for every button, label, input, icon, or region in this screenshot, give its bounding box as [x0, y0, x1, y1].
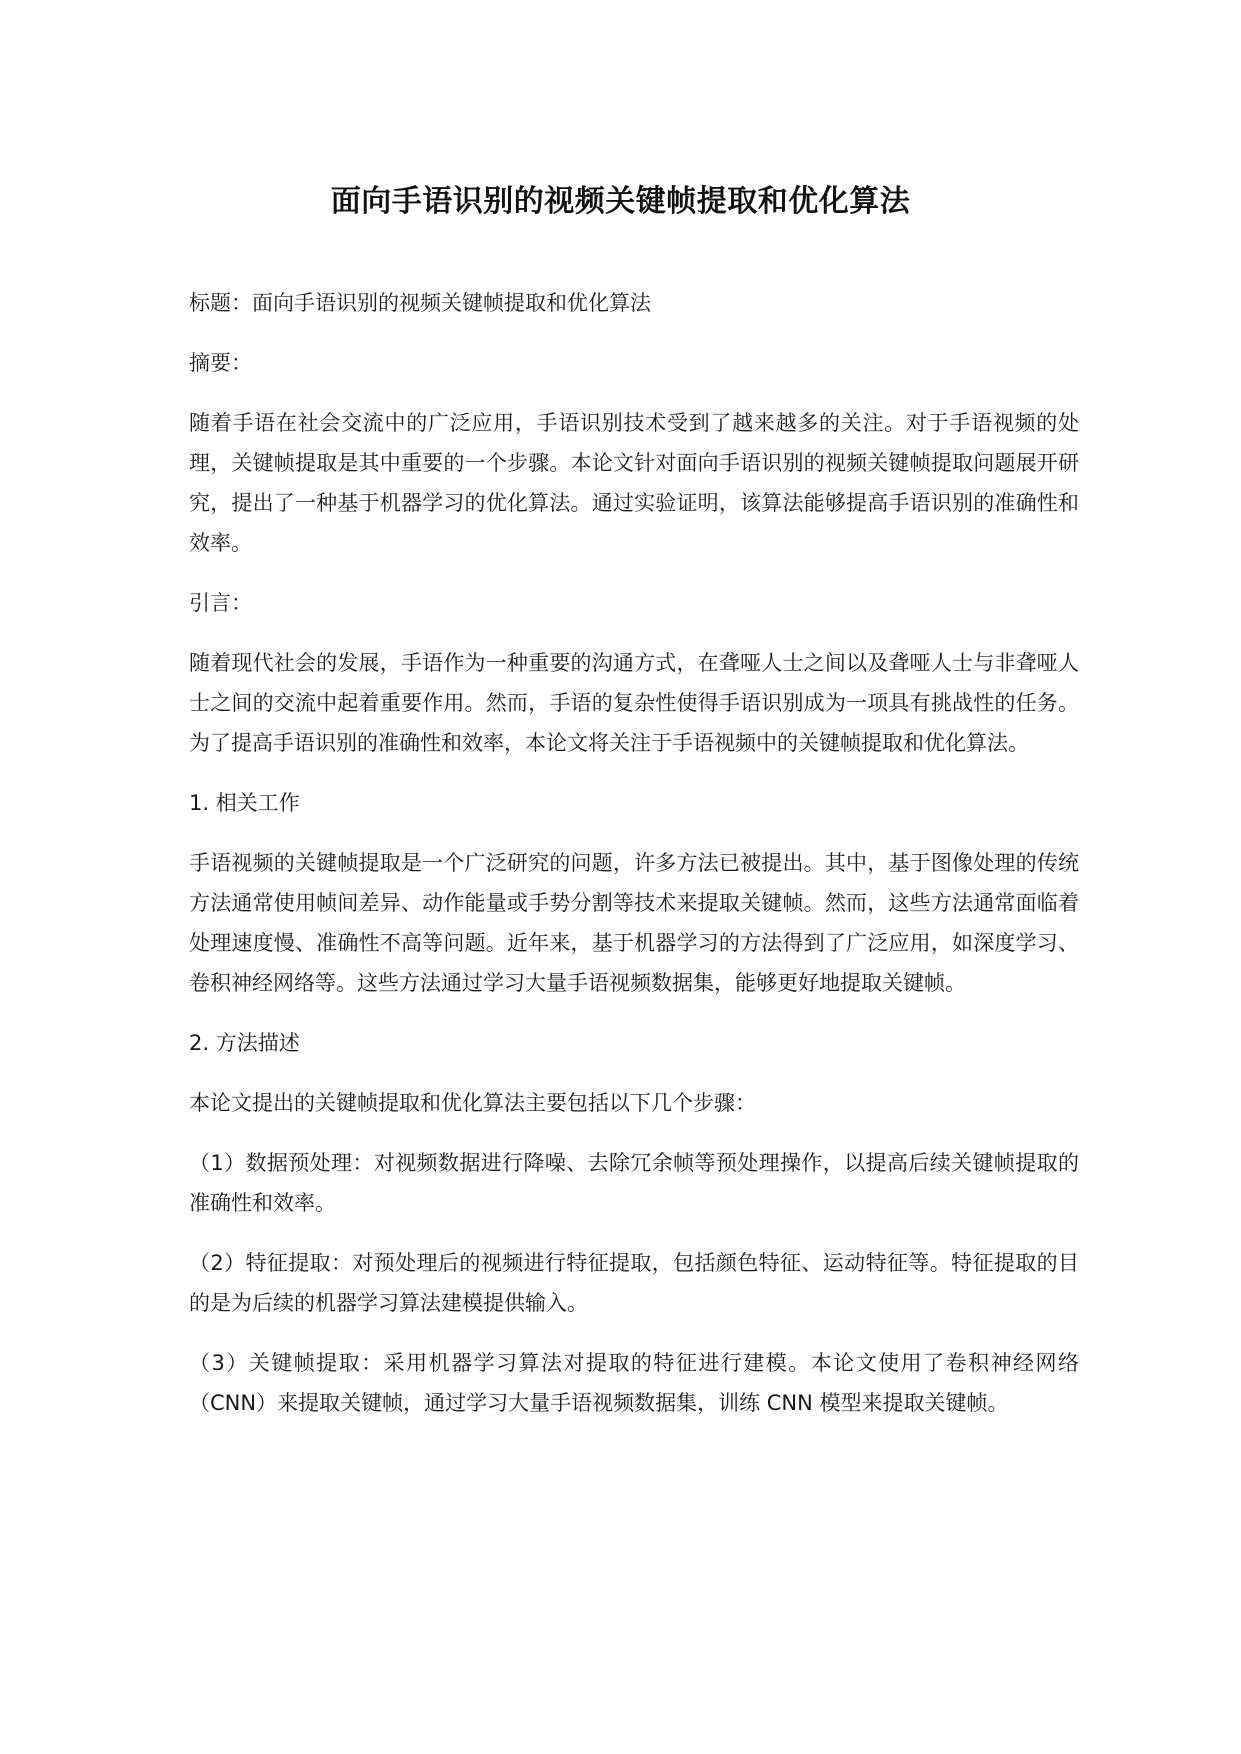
section-heading-method: 2. 方法描述	[189, 1031, 300, 1055]
paragraph-step-3: （3）关键帧提取：采用机器学习算法对提取的特征进行建模。本论文使用了卷积神经网络（CNN）来提取关键帧，通过学习大量手语视频数据集，训练 CNN 模型来提取关键帧。	[189, 1351, 1079, 1415]
paragraph-step-1: （1）数据预处理：对视频数据进行降噪、去除冗余帧等预处理操作，以提高后续关键帧提取的准确性和效率。	[189, 1151, 1079, 1215]
paragraph-related-work: 手语视频的关键帧提取是一个广泛研究的问题，许多方法已被提出。其中，基于图像处理的传统方法通常使用帧间差异、动作能量或手势分割等技术来提取关键帧。然而，这些方法通常面临着处理速度慢、准确性不高等问题。近年来，基于机器学习的方法得到了广泛应用，如深度学习、卷积神经网络等。这些方法通过学习大量手语视频数据集，能够更好地提取关键帧。	[189, 851, 1079, 995]
paragraph-abstract-text: 随着手语在社会交流中的广泛应用，手语识别技术受到了越来越多的关注。对于手语视频的处理，关键帧提取是其中重要的一个步骤。本论文针对面向手语识别的视频关键帧提取问题展开研究，提出了一种基于机器学习的优化算法。通过实验证明，该算法能够提高手语识别的准确性和效率。	[189, 411, 1079, 555]
paragraph-title-line: 标题：面向手语识别的视频关键帧提取和优化算法	[189, 291, 651, 315]
paragraph-intro-text: 随着现代社会的发展，手语作为一种重要的沟通方式，在聋哑人士之间以及聋哑人士与非聋哑人士之间的交流中起着重要作用。然而，手语的复杂性使得手语识别成为一项具有挑战性的任务。为了提高手语识别的准确性和效率，本论文将关注于手语视频中的关键帧提取和优化算法。	[189, 651, 1079, 755]
paragraph-intro-heading: 引言：	[189, 591, 252, 615]
document-body	[189, 283, 1079, 1443]
paragraph-step-2: （2）特征提取：对预处理后的视频进行特征提取，包括颜色特征、运动特征等。特征提取的目的是为后续的机器学习算法建模提供输入。	[189, 1251, 1079, 1315]
document-title: 面向手语识别的视频关键帧提取和优化算法	[330, 184, 911, 219]
paragraph-method-intro: 本论文提出的关键帧提取和优化算法主要包括以下几个步骤：	[189, 1091, 756, 1115]
paragraph-abstract-heading: 摘要：	[189, 351, 252, 375]
section-heading-related-work: 1. 相关工作	[189, 791, 300, 815]
